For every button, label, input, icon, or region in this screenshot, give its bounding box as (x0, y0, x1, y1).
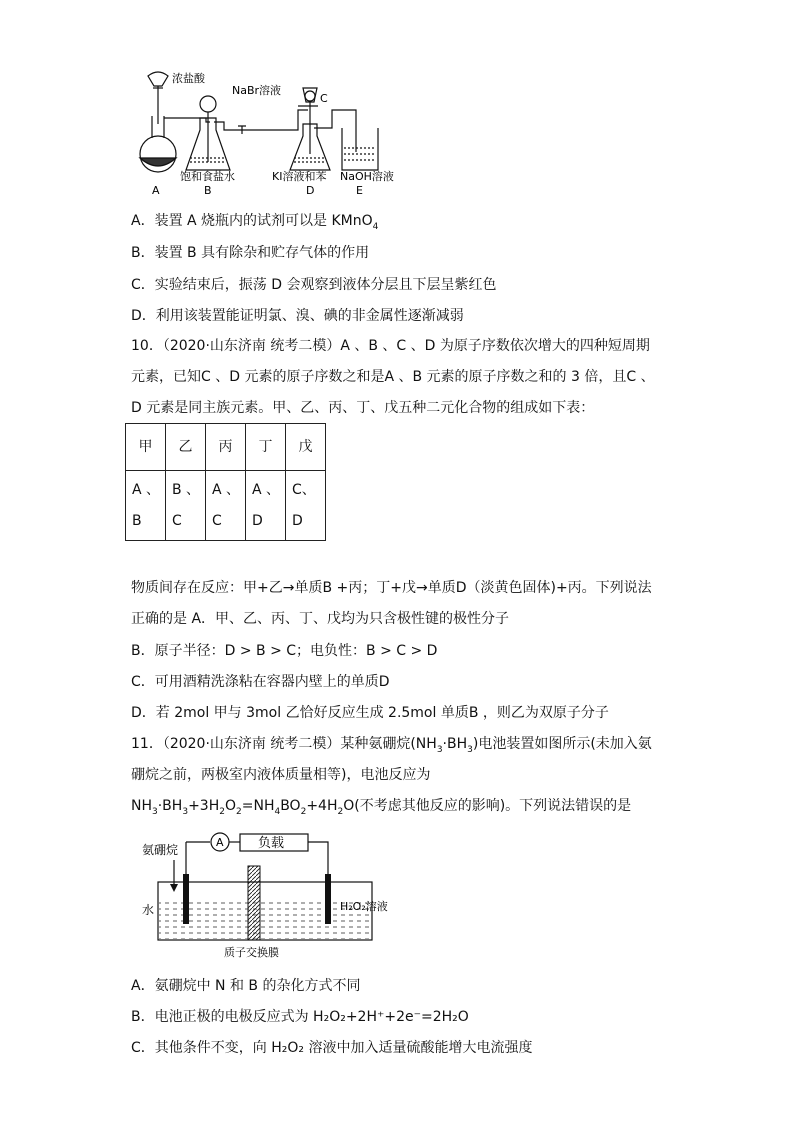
table-cell: A 、 B (126, 471, 166, 541)
table-header-cell: 甲 (126, 424, 166, 471)
beaker-e (342, 128, 378, 170)
q10-option-c: C．可用酒精洗涤粘在容器内壁上的单质D (131, 674, 390, 690)
table-cell: C、 D (286, 471, 326, 541)
table-cell: A 、 D (246, 471, 286, 541)
label-a: A (152, 184, 160, 196)
ammonia-borane-label: 氨硼烷 (142, 843, 179, 857)
label-brine: 饱和食盐水 (180, 170, 235, 183)
cathode (325, 874, 331, 924)
table-header-row (126, 424, 326, 471)
table-header-cell: 丁 (246, 424, 286, 471)
table-row (126, 471, 326, 541)
label-acid: 浓盐酸 (172, 72, 205, 85)
load-label: 负载 (258, 836, 285, 851)
arrow-head-icon (170, 884, 178, 892)
q9-option-b: B．装置 B 具有除杂和贮存气体的作用 (131, 245, 370, 261)
q10-option-b: B．原子半径：D > B > C；电负性：B > C > D (131, 643, 438, 659)
label-c: C (320, 92, 328, 105)
table-header-cell: 戊 (286, 424, 326, 471)
q11-battery-figure (140, 828, 410, 960)
q11-stem: 11．（2020·山东济南 统考二模）某种氨硼烷$(NH_3\cdot BH_3)$电池装置如图所示(未加入氨硼烷之前，两极室内液体质量相等)，电池反应为 $NH_3\cdot BH_3+3H_2O_2=NH_4BO_2+4H_2O$(不考虑其他反应的影响)。下列说法错误的是 (131, 736, 652, 817)
q9-option-c: C．实验结束后，振荡 D 会观察到液体分层且下层呈紫红色 (131, 277, 497, 293)
h2o2-label: H₂O₂溶液 (340, 900, 388, 913)
table-header-cell: 乙 (166, 424, 206, 471)
anode (183, 874, 189, 924)
label-e: E (356, 184, 363, 196)
flask-b (186, 96, 308, 170)
table-header-cell: 丙 (206, 424, 246, 471)
label-naoh: NaOH溶液 (340, 170, 394, 183)
water-label: 水 (142, 903, 155, 917)
q9-option-d: D．利用该装置能证明氯、溴、碘的非金属性逐渐减弱 (131, 308, 464, 324)
q9-apparatus-figure (128, 66, 408, 196)
q10-composition-table (125, 423, 326, 541)
ammeter-label: A (216, 836, 224, 849)
label-d: D (306, 184, 315, 196)
label-ki: KI溶液和苯 (272, 170, 327, 183)
q11-option-c: C．其他条件不变，向 H₂O₂ 溶液中加入适量硫酸能增大电流强度 (131, 1040, 533, 1056)
proton-exchange-membrane (248, 866, 260, 940)
q11-option-b: B．电池正极的电极反应式为 H₂O₂+2H⁺+2e⁻=2H₂O (131, 1009, 469, 1025)
q11-option-a: A．氨硼烷中 N 和 B 的杂化方式不同 (131, 978, 361, 994)
label-nabr: NaBr溶液 (232, 84, 282, 97)
q10-option-d: D．若 2mol 甲与 3mol 乙恰好反应生成 2.5mol 单质B ，则乙为双原子分子 (131, 705, 609, 721)
membrane-label: 质子交换膜 (224, 946, 279, 959)
q10-stem: 10．（2020·山东济南 统考二模）A 、B 、C 、D 为原子序数依次增大的四种短周期元素，已知C 、D 元素的原子序数之和是A 、B 元素的原子序数之和的 3 倍，且C 、D 元素是同主族元素。甲、乙、丙、丁、戊五种二元化合物的组成如下表： (131, 338, 655, 416)
table-cell: A 、 C (206, 471, 246, 541)
label-b: B (204, 184, 212, 196)
q9-option-a: A．装置 A 烧瓶内的试剂可以是 KMnO$_4$ (131, 213, 379, 232)
q10-reaction-and-option-a: 物质间存在反应：甲+乙→单质B +丙；丁+戊→单质D（淡黄色固体)+丙。下列说法正确的是 A．甲、乙、丙、丁、戊均为只含极性键的极性分子 (131, 580, 652, 627)
table-cell: B 、 C (166, 471, 206, 541)
